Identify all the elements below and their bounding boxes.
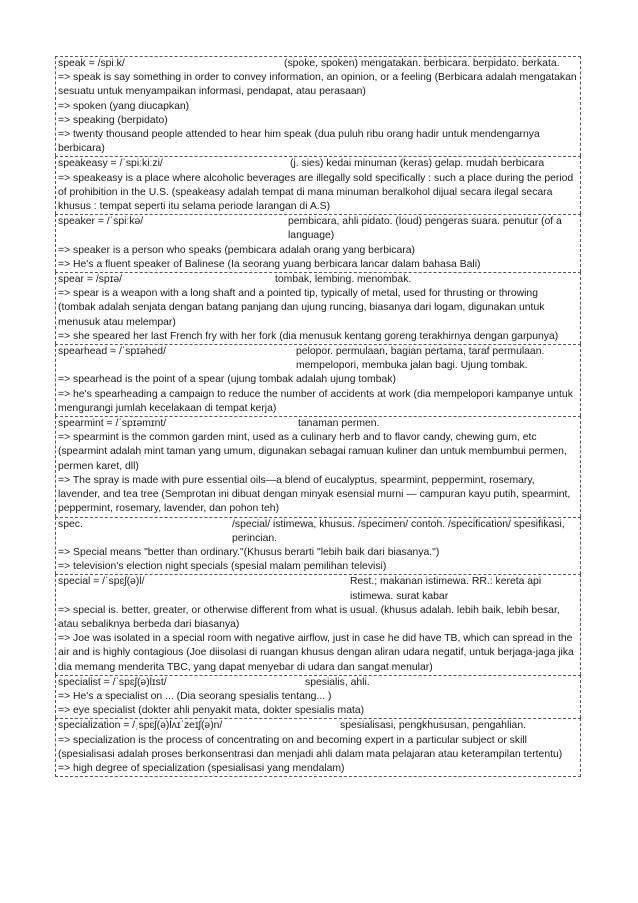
- entry-definition: pelopor. permulaan, bagian pertama, taraf permulaan. mempelopori, membuka jalan bagi. Ujung tombak.: [296, 346, 545, 372]
- entry-definition: (spoke, spoken) mengatakan. berbicara. berpidato. berkata.: [284, 58, 560, 69]
- entry-line: => specialization is the process of concentrating on and becoming expert in a particular subject or skill (spesialisasi adalah proses berkonsentrasi dan menjadi ahli dalam mata pelajaran atau keterampilan tertentu): [58, 734, 563, 760]
- entry-spear: [55, 272, 581, 344]
- entry-line: => spear is a weapon with a long shaft and a pointed tip, typically of metal, used for thrusting or throwing (tombak adalah senjata dengan batang panjang dan ujung runcing, biasanya dari logam, digunakan untuk menusuk atau melempar): [58, 288, 545, 328]
- entry-line: => He's a specialist on ... (Dia seorang spesialis tentang... ): [58, 690, 332, 702]
- entry-line: => high degree of specialization (spesialisasi yang mendalam): [58, 762, 345, 774]
- entry-term: spec.: [58, 518, 83, 530]
- entry-line: => spearhead is the point of a spear (ujung tombak adalah ujung tombak): [58, 374, 396, 386]
- entry-line: => he's spearheading a campaign to reduce the number of accidents at work (dia mempelopori kampanye untuk mengurangi jumlah kecelakaan di tempat kerja): [58, 388, 573, 414]
- entry-speaker: [55, 214, 581, 272]
- entry-specialization: [55, 718, 581, 777]
- entry-line: => The spray is made with pure essential oils—a blend of eucalyptus, spearmint, peppermint, rosemary, lavender, and tea tree (Semprotan ini dibuat dengan minyak esensial murni — campuran kayu putih, spearmint, peppermint, rosemary, lavender, dan pohon teh): [58, 474, 571, 515]
- entry-line: => speaker is a person who speaks (pembicara adalah orang yang berbicara): [58, 244, 415, 256]
- entry-term: speaker = /ˈspiːkə/: [58, 216, 144, 228]
- entry-term: specialization = /ˌspɛʃ(ə)lʌɪˈzeɪʃ(ə)n/: [58, 720, 223, 732]
- entry-line: => twenty thousand people attended to hear him speak (dua puluh ribu orang hadir untuk mendengarnya berbicara): [58, 129, 540, 155]
- entry-line: => special is. better, greater, or otherwise different from what is usual. (khusus adalah. lebih baik, lebih besar, atau sebaliknya berbeda dari biasanya): [58, 604, 560, 630]
- entry-definition: spesialisasi, pengkhususan, pengahlian.: [340, 720, 527, 732]
- entry-special: [55, 574, 581, 674]
- entry-definition: (j. sies) kedai minuman (keras) gelap. mudah berbicara: [290, 158, 545, 170]
- entry-term: special = /ˈspɛʃ(ə)l/: [58, 576, 145, 588]
- entry-term: spearhead = /ˈspɪəhed/: [58, 346, 166, 358]
- entry-term: speak = /spiːk/: [58, 58, 125, 69]
- entry-definition: Rest.; makanan istimewa. RR.: kereta api istimewa. surat kabar: [350, 576, 542, 602]
- entry-term: spear = /spɪə/: [58, 274, 123, 286]
- entry-definition: tombak, lembing. menombak.: [275, 274, 412, 286]
- entry-specialist: [55, 675, 581, 719]
- entry-speak: [55, 56, 581, 156]
- entry-definition: spesialis, ahli.: [305, 676, 370, 688]
- entry-line: => television's election night specials (spesial malam pemilihan televisi): [58, 561, 387, 573]
- entry-term: speakeasy = /ˈspiːkiːzi/: [58, 158, 163, 170]
- entry-spearhead: [55, 344, 581, 416]
- entry-line: => she speared her last French fry with her fork (dia menusuk kentang goreng terakhirnya dengan garpunya): [58, 330, 559, 342]
- entry-line: => Special means "better than ordinary."(Khusus berarti "lebih baik dari biasanya."): [58, 546, 440, 558]
- entry-spearmint: [55, 416, 581, 516]
- entry-definition: pembicara, ahli pidato. (loud) pengeras suara. penutur (of a language): [288, 216, 562, 242]
- entry-spec: [55, 517, 581, 575]
- entry-term: specialist = /ˈspɛʃ(ə)lɪst/: [58, 676, 167, 688]
- entry-line: => He's a fluent speaker of Balinese (Ia seorang yuang berbicara lancar dalam bahasa Bali): [58, 258, 481, 270]
- dictionary-page: [55, 56, 581, 777]
- entry-line: => speak is say something in order to convey information, an opinion, or a feeling (Berbicara adalah mengatakan sesuatu untuk menyampaikan informasi, pendapat, atau perasaan): [58, 72, 577, 98]
- entry-term: spearmint = /ˈspɪəmɪnt/: [58, 418, 167, 430]
- entry-definition: tanaman permen.: [298, 418, 380, 430]
- entry-definition: /special/ istimewa, khusus. /specimen/ contoh. /specification/ spesifikasi, perincian.: [232, 518, 565, 544]
- entry-line: => Joe was isolated in a special room with negative airflow, just in case he did have TB, which can spread in the air and is highly contagious (Joe diisolasi di ruangan khusus dengan aliran udara negatif, untuk berjaga-jaga jika dia memang menderita TBC, yang dapat menyebar di udara dan sangat menular): [58, 633, 574, 673]
- entry-speakeasy: [55, 156, 581, 214]
- entry-line: => spoken (yang diucapkan): [58, 100, 190, 112]
- entry-line: => speaking (berpidato): [58, 114, 168, 126]
- entry-line: => speakeasy is a place where alcoholic beverages are illegally sold specifically : such a place during the period of prohibition in the U.S. (speakeasy adalah tempat di mana minuman beralkohol dijual secara ilegal secara khusus : tempat seperti itu selama periode larangan di A.S): [58, 172, 574, 213]
- entry-line: => spearmint is the common garden mint, used as a culinary herb and to flavor candy, chewing gum, etc (spearmint adalah mint taman yang umum, digunakan sebagai ramuan kuliner dan untuk membumbui permen, permen karet, dll): [58, 432, 567, 472]
- entry-line: => eye specialist (dokter ahli penyakit mata, dokter spesialis mata): [58, 705, 365, 717]
